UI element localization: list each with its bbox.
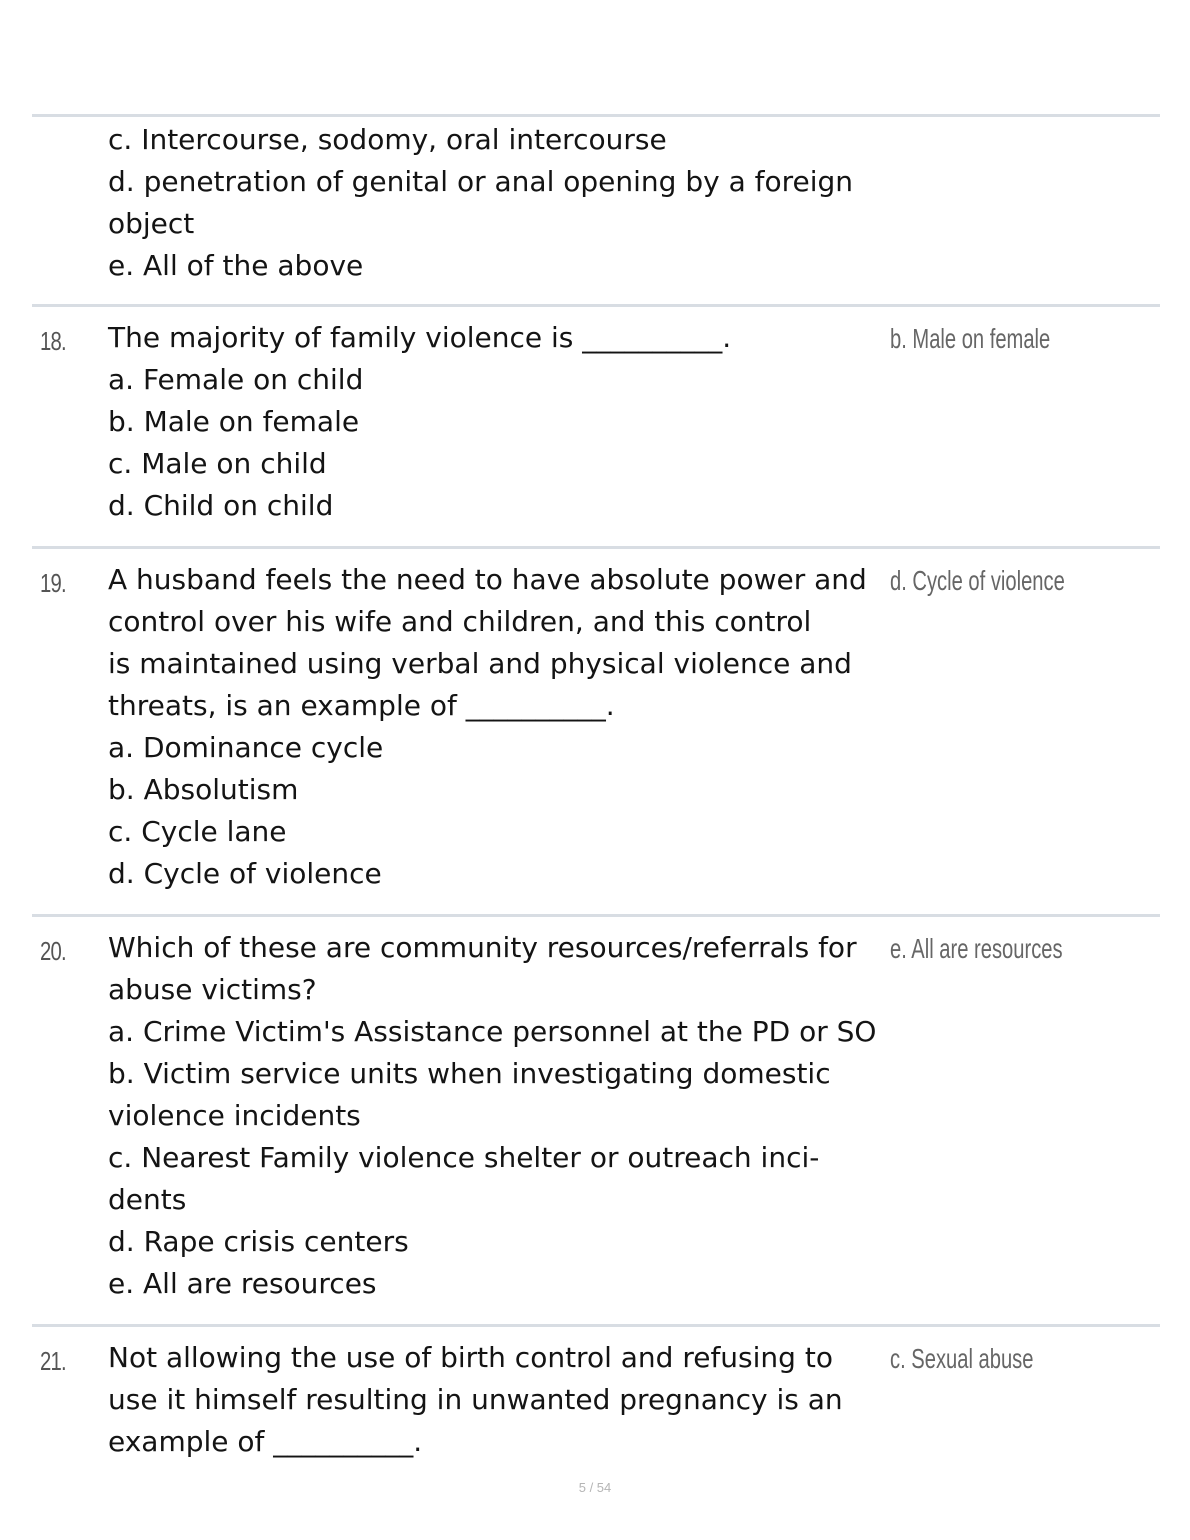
question-number: 18. <box>40 326 66 356</box>
question-line: b. Absolutism <box>108 773 299 806</box>
question-line: a. Crime Victim's Assistance personnel at the PD or SO <box>108 1015 877 1048</box>
question-line: threats, is an example of __________. <box>108 689 615 722</box>
question-line: b. Victim service units when investigating domestic <box>108 1057 831 1090</box>
question-line: c. Male on child <box>108 447 327 480</box>
question-line: is maintained using verbal and physical violence and <box>108 647 852 680</box>
question-line: e. All of the above <box>108 249 364 282</box>
question-line: c. Intercourse, sodomy, oral intercourse <box>108 123 667 156</box>
question-line: violence incidents <box>108 1099 361 1132</box>
answer-text: c. Sexual abuse <box>890 1343 1034 1374</box>
question-line: a. Dominance cycle <box>108 731 384 764</box>
answer-text: e. All are resources <box>890 933 1063 964</box>
question-line: d. Rape crisis centers <box>108 1225 409 1258</box>
question-number: 20. <box>40 936 66 966</box>
flashcard-sheet <box>32 114 1160 1474</box>
question-row-18 <box>32 304 1160 546</box>
question-line: d. Cycle of violence <box>108 857 382 890</box>
page-number: 5 / 54 <box>578 1480 612 1495</box>
question-text <box>108 119 898 287</box>
question-row-21 <box>32 1324 1160 1474</box>
question-row-19 <box>32 546 1160 914</box>
question-row-continued <box>32 114 1160 304</box>
question-line: d. Child on child <box>108 489 334 522</box>
question-number: 21. <box>40 1346 66 1376</box>
question-text <box>108 559 898 895</box>
question-line: Which of these are community resources/referrals for <box>108 931 857 964</box>
question-text <box>108 927 898 1305</box>
answer-text: d. Cycle of violence <box>890 565 1065 596</box>
question-line: dents <box>108 1183 187 1216</box>
question-line: b. Male on female <box>108 405 360 438</box>
question-number: 19. <box>40 568 66 598</box>
question-line: A husband feels the need to have absolute power and <box>108 563 867 596</box>
question-line: use it himself resulting in unwanted pregnancy is an <box>108 1383 843 1416</box>
question-line: The majority of family violence is __________. <box>108 321 732 354</box>
question-line: abuse victims? <box>108 973 317 1006</box>
question-line: object <box>108 207 195 240</box>
question-line: e. All are resources <box>108 1267 377 1300</box>
question-line: d. penetration of genital or anal opening by a foreign <box>108 165 854 198</box>
question-text <box>108 1337 898 1463</box>
question-line: c. Nearest Family violence shelter or outreach inci- <box>108 1141 820 1174</box>
question-line: example of __________. <box>108 1425 423 1458</box>
question-line: c. Cycle lane <box>108 815 287 848</box>
question-row-20 <box>32 914 1160 1324</box>
question-line: Not allowing the use of birth control and refusing to <box>108 1341 833 1374</box>
question-line: a. Female on child <box>108 363 364 396</box>
answer-text: b. Male on female <box>890 323 1051 354</box>
question-line: control over his wife and children, and this control <box>108 605 812 638</box>
question-text <box>108 317 898 527</box>
